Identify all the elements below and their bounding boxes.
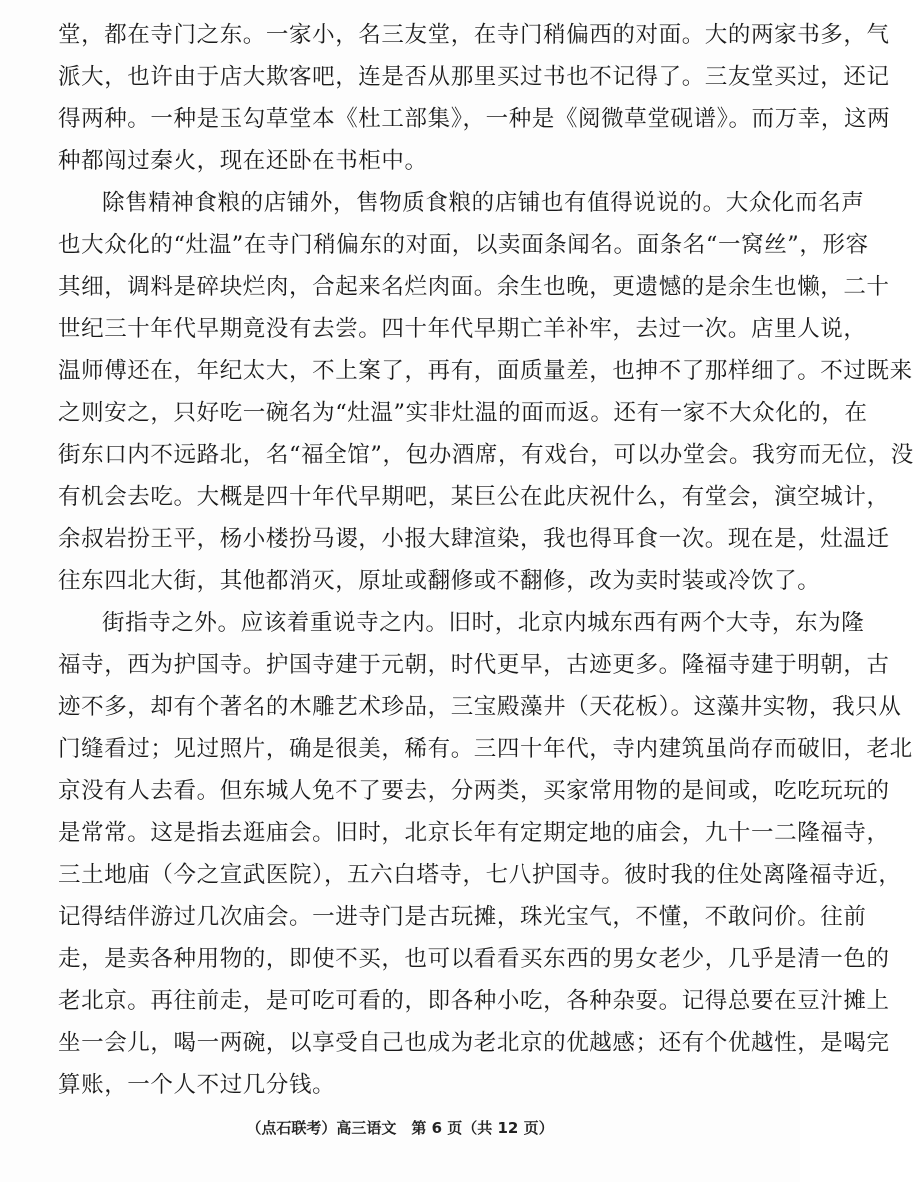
text-line: 走，是卖各种用物的，即使不买，也可以看看买东西的男女老少，几乎是清一色的 [58,946,890,972]
paragraph-start-line: 除售精神食粮的店铺外，售物质食粮的店铺也有值得说说的。大众化而名声 [102,190,865,216]
text-line: 其细，调料是碎块烂肉，合起来名烂肉面。余生也晚，更遗憾的是余生也懒，二十 [58,274,890,300]
text-line: 迹不多，却有个著名的木雕艺术珍品，三宝殿藻井（天花板）。这藻井实物，我只从 [58,694,902,720]
text-line: 往东四北大街，其他都消灭，原址或翻修或不翻修，改为卖时装或冷饮了。 [58,568,821,594]
text-line: 堂，都在寺门之东。一家小，名三友堂，在寺门稍偏西的对面。大的两家书多，气 [58,22,890,48]
text-line: 世纪三十年代早期竟没有去尝。四十年代早期亡羊补牢，去过一次。店里人说， [58,316,867,342]
text-line: 余叔岩扮王平，杨小楼扮马谡，小报大肆渲染，我也得耳食一次。现在是，灶温迁 [58,526,890,552]
text-line: 记得结伴游过几次庙会。一进寺门是古玩摊，珠光宝气，不懂，不敢问价。往前 [58,904,867,930]
text-line: 有机会去吃。大概是四十年代早期吧，某巨公在此庆祝什么，有堂会，演空城计， [58,484,890,510]
text-line: 算账，一个人不过几分钱。 [58,1072,336,1098]
text-line: 街东口内不远路北，名“福全馆”，包办酒席，有戏台，可以办堂会。我穷而无位，没 [58,442,914,468]
page-footer: （点石联考）高三语文 第 6 页（共 12 页） [246,1119,554,1137]
text-line: 老北京。再往前走，是可吃可看的，即各种小吃，各种杂耍。记得总要在豆汁摊上 [58,988,890,1014]
text-line: 坐一会儿，喝一两碗，以享受自己也成为老北京的优越感；还有个优越性，是喝完 [58,1030,890,1056]
text-line: 温师傅还在，年纪太大，不上案了，再有，面质量差，也抻不了那样细了。不过既来 [58,358,913,384]
text-line: 门缝看过；见过照片，确是很美，稀有。三四十年代，寺内建筑虽尚存而破旧，老北 [58,736,913,762]
text-line: 得两种。一种是玉勾草堂本《杜工部集》，一种是《阅微草堂砚谱》。而万幸，这两 [58,106,891,132]
text-line: 是常常。这是指去逛庙会。旧时，北京长年有定期定地的庙会，九十一二隆福寺， [58,820,890,846]
text-line: 种都闯过秦火，现在还卧在书柜中。 [58,148,428,174]
paragraph-start-line: 街指寺之外。应该着重说寺之内。旧时，北京内城东西有两个大寺，东为隆 [102,610,865,636]
text-line: 派大，也许由于店大欺客吧，连是否从那里买过书也不记得了。三友堂买过，还记 [58,64,890,90]
text-line: 三土地庙（今之宣武医院），五六白塔寺，七八护国寺。彼时我的住处离隆福寺近， [58,862,902,888]
text-line: 也大众化的“灶温”在寺门稍偏东的对面，以卖面条闻名。面条名“一窝丝”，形容 [58,232,869,258]
text-line: 之则安之，只好吃一碗名为“灶温”实非灶温的面而返。还有一家不大众化的，在 [58,400,868,426]
text-line: 福寺，西为护国寺。护国寺建于元朝，时代更早，古迹更多。隆福寺建于明朝，古 [58,652,890,678]
text-line: 京没有人去看。但东城人免不了要去，分两类，买家常用物的是间或，吃吃玩玩的 [58,778,890,804]
